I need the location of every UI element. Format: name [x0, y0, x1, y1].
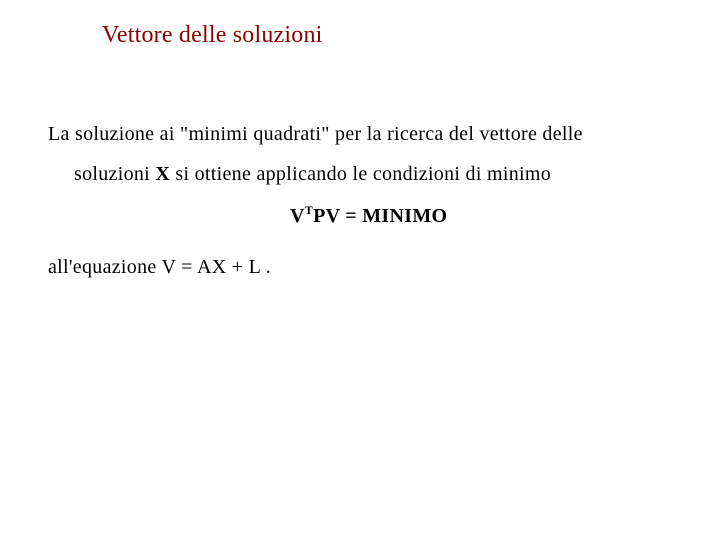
equation-rest: PV = MINIMO: [313, 205, 448, 227]
slide-title: Vettore delle soluzioni: [102, 22, 323, 48]
transpose-superscript: T: [304, 203, 314, 217]
equation-base: V: [290, 205, 305, 227]
paragraph-line-3: all'equazione V = AX + L .: [48, 256, 271, 278]
paragraph-line-2: [74, 163, 551, 186]
line-2-suffix: si ottiene applicando le condizioni di minimo: [170, 163, 552, 185]
paragraph-line-1: La soluzione ai "minimi quadrati" per la ricerca del vettore delle: [48, 123, 583, 145]
line-2-prefix: soluzioni: [74, 163, 156, 185]
vector-x-symbol: X: [155, 163, 171, 185]
minimum-condition-equation: [290, 205, 447, 228]
